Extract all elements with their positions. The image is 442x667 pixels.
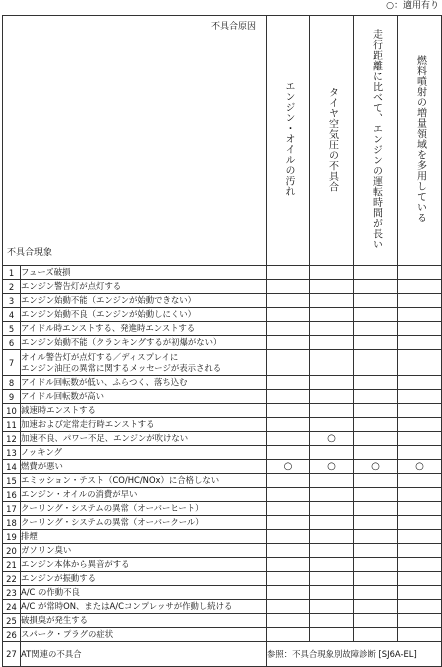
- row-number: 10: [3, 404, 21, 418]
- applicable-mark: ○: [267, 460, 310, 474]
- applicable-mark: [398, 336, 442, 350]
- row-number: 17: [3, 502, 21, 516]
- applicable-mark: [354, 266, 398, 280]
- applicable-mark: [267, 266, 310, 280]
- applicable-mark: [354, 446, 398, 460]
- applicable-mark: [398, 544, 442, 558]
- applicable-mark: [398, 614, 442, 628]
- applicable-mark: [354, 502, 398, 516]
- applicable-mark: [398, 308, 442, 322]
- legend-note: ○：適用有り: [386, 1, 439, 11]
- applicable-mark: [310, 586, 354, 600]
- table-row: [3, 572, 442, 586]
- symptom-cell: ガソリン臭い: [21, 544, 267, 558]
- cause-column-label: エンジン・オイルの汚れ: [283, 81, 294, 197]
- table-row: [3, 404, 442, 418]
- symptom-cell: 排煙: [21, 530, 267, 544]
- symptom-cell: エミッション・テスト（CO/HC/NOx）に合格しない: [21, 474, 267, 488]
- applicable-mark: [354, 628, 398, 642]
- row-number: 23: [3, 586, 21, 600]
- row-number: 8: [3, 376, 21, 390]
- table-row: [3, 336, 442, 350]
- applicable-mark: ○: [398, 460, 442, 474]
- applicable-mark: [310, 488, 354, 502]
- applicable-mark: [354, 558, 398, 572]
- table-row: [3, 628, 442, 642]
- applicable-mark: [310, 572, 354, 586]
- diagnosis-table: [2, 15, 442, 667]
- applicable-mark: [354, 390, 398, 404]
- table-row: [3, 446, 442, 460]
- applicable-mark: [354, 614, 398, 628]
- row-number: 14: [3, 460, 21, 474]
- applicable-mark: [310, 502, 354, 516]
- applicable-mark: [398, 572, 442, 586]
- cause-column-header: [398, 16, 442, 266]
- table-row: [3, 390, 442, 404]
- applicable-mark: [398, 488, 442, 502]
- applicable-mark: [267, 376, 310, 390]
- table-row: [3, 488, 442, 502]
- applicable-mark: [267, 586, 310, 600]
- applicable-mark: [354, 530, 398, 544]
- table-row: [3, 558, 442, 572]
- applicable-mark: [354, 418, 398, 432]
- cause-column-header: [354, 16, 398, 266]
- applicable-mark: [310, 322, 354, 336]
- row-number: 3: [3, 294, 21, 308]
- applicable-mark: [398, 322, 442, 336]
- row-number: 18: [3, 516, 21, 530]
- applicable-mark: [310, 294, 354, 308]
- symptom-cell: フューズ破損: [21, 266, 267, 280]
- row-number: 13: [3, 446, 21, 460]
- applicable-mark: [354, 404, 398, 418]
- applicable-mark: [354, 600, 398, 614]
- table-row: [3, 530, 442, 544]
- applicable-mark: [354, 322, 398, 336]
- row-number: 24: [3, 600, 21, 614]
- applicable-mark: [398, 266, 442, 280]
- applicable-mark: [398, 376, 442, 390]
- applicable-mark: [267, 558, 310, 572]
- applicable-mark: [310, 266, 354, 280]
- applicable-mark: [310, 390, 354, 404]
- cause-column-label: 走行距離に比べて、エンジンの運転時間が長い: [370, 28, 382, 250]
- applicable-mark: [398, 390, 442, 404]
- table-row: [3, 266, 442, 280]
- row-number: 6: [3, 336, 21, 350]
- table-row: [3, 350, 442, 376]
- row-number: 1: [3, 266, 21, 280]
- applicable-mark: [398, 628, 442, 642]
- applicable-mark: [398, 516, 442, 530]
- cause-title: 不具合原因: [210, 22, 256, 32]
- applicable-mark: [310, 308, 354, 322]
- symptom-cell: 減速時エンストする: [21, 404, 267, 418]
- applicable-mark: [310, 530, 354, 544]
- applicable-mark: [310, 350, 354, 376]
- row-number: 26: [3, 628, 21, 642]
- cause-column-label: 燃料噴射の増量領域を多用している: [414, 55, 426, 223]
- applicable-mark: [267, 390, 310, 404]
- symptom-cell: 燃費が悪い: [21, 460, 267, 474]
- applicable-mark: [267, 502, 310, 516]
- applicable-mark: [267, 350, 310, 376]
- cause-column-label: タイヤ空気圧の不具合: [326, 86, 338, 192]
- symptom-cell: スパーク・プラグの症状: [21, 628, 267, 642]
- applicable-mark: [310, 600, 354, 614]
- applicable-mark: [354, 572, 398, 586]
- applicable-mark: [267, 572, 310, 586]
- symptom-cell: エンジン始動不能（エンジンが始動できない）: [21, 294, 267, 308]
- applicable-mark: [398, 502, 442, 516]
- table-row: [3, 322, 442, 336]
- applicable-mark: [310, 404, 354, 418]
- applicable-mark: [354, 376, 398, 390]
- applicable-mark: [310, 474, 354, 488]
- applicable-mark: [267, 404, 310, 418]
- applicable-mark: [398, 418, 442, 432]
- applicable-mark: [354, 516, 398, 530]
- row-number: 7: [3, 350, 21, 376]
- table-row: [3, 474, 442, 488]
- symptom-cell: エンジン警告灯が点灯する: [21, 280, 267, 294]
- applicable-mark: [354, 294, 398, 308]
- applicable-mark: [267, 294, 310, 308]
- applicable-mark: [267, 544, 310, 558]
- symptom-cell: アイドル回転数が低い、ふらつく、落ち込む: [21, 376, 267, 390]
- symptom-cell: アイドル回転数が高い: [21, 390, 267, 404]
- symptom-line: オイル警告灯が点灯する／ディスプレイに: [21, 352, 179, 362]
- row-number: 9: [3, 390, 21, 404]
- applicable-mark: [398, 558, 442, 572]
- applicable-mark: [310, 336, 354, 350]
- applicable-mark: [398, 586, 442, 600]
- applicable-mark: [267, 308, 310, 322]
- symptom-cell: クーリング・システムの異常（オーバーヒート）: [21, 502, 267, 516]
- reference-cell: 参照：不具合現象別故障診断 [SJ6A-EL]: [267, 642, 442, 667]
- applicable-mark: [310, 614, 354, 628]
- table-row: [3, 516, 442, 530]
- table-row: [3, 502, 442, 516]
- applicable-mark: ○: [310, 460, 354, 474]
- row-number: 5: [3, 322, 21, 336]
- symptom-cell: アイドル時エンストする、発進時エンストする: [21, 322, 267, 336]
- applicable-mark: [310, 280, 354, 294]
- row-number: 16: [3, 488, 21, 502]
- symptom-cell: エンジン始動不能（クランキングするが初爆がない）: [21, 336, 267, 350]
- applicable-mark: [267, 600, 310, 614]
- row-number: 25: [3, 614, 21, 628]
- row-number: 4: [3, 308, 21, 322]
- applicable-mark: [267, 322, 310, 336]
- applicable-mark: [354, 280, 398, 294]
- row-number: 19: [3, 530, 21, 544]
- symptom-cell: ノッキング: [21, 446, 267, 460]
- applicable-mark: [267, 488, 310, 502]
- applicable-mark: [354, 474, 398, 488]
- table-row: [3, 308, 442, 322]
- applicable-mark: [398, 474, 442, 488]
- table-row: [3, 294, 442, 308]
- applicable-mark: ○: [310, 432, 354, 446]
- applicable-mark: [267, 516, 310, 530]
- applicable-mark: [354, 336, 398, 350]
- applicable-mark: [398, 404, 442, 418]
- applicable-mark: [267, 446, 310, 460]
- symptom-cell: [21, 350, 267, 376]
- applicable-mark: [398, 600, 442, 614]
- applicable-mark: [398, 432, 442, 446]
- applicable-mark: [310, 558, 354, 572]
- cause-column-header: [310, 16, 354, 266]
- applicable-mark: [354, 544, 398, 558]
- table-row: [3, 614, 442, 628]
- applicable-mark: [354, 308, 398, 322]
- symptom-cell: AT関連の不具合: [21, 642, 267, 667]
- applicable-mark: [267, 280, 310, 294]
- table-row: [3, 600, 442, 614]
- symptom-cell: 破損臭が発生する: [21, 614, 267, 628]
- applicable-mark: [310, 418, 354, 432]
- row-number: 11: [3, 418, 21, 432]
- applicable-mark: [310, 446, 354, 460]
- symptom-title: 不具合現象: [7, 248, 53, 258]
- applicable-mark: [267, 336, 310, 350]
- applicable-mark: [267, 614, 310, 628]
- symptom-line: エンジン油圧の異常に関するメッセージが表示される: [21, 362, 222, 373]
- applicable-mark: [354, 488, 398, 502]
- table-row: [3, 418, 442, 432]
- symptom-cell: エンジンが振動する: [21, 572, 267, 586]
- row-number: 21: [3, 558, 21, 572]
- row-number: 2: [3, 280, 21, 294]
- row-number: 22: [3, 572, 21, 586]
- applicable-mark: [398, 294, 442, 308]
- cause-column-header: [267, 16, 310, 266]
- symptom-cell: エンジン始動不良（エンジンが始動しにくい）: [21, 308, 267, 322]
- row-number: 15: [3, 474, 21, 488]
- applicable-mark: [398, 280, 442, 294]
- row-number: 27: [3, 642, 21, 667]
- applicable-mark: [354, 350, 398, 376]
- applicable-mark: [267, 474, 310, 488]
- applicable-mark: [310, 628, 354, 642]
- symptom-cell: 加速および定常走行時エンストする: [21, 418, 267, 432]
- symptom-cell: エンジン・オイルの消費が早い: [21, 488, 267, 502]
- applicable-mark: [398, 530, 442, 544]
- applicable-mark: [267, 530, 310, 544]
- table-row: [3, 460, 442, 474]
- table-row: [3, 544, 442, 558]
- table-row: [3, 642, 442, 667]
- applicable-mark: [267, 418, 310, 432]
- row-number: 20: [3, 544, 21, 558]
- symptom-cell: 加速不良、パワー不足、エンジンが吹けない: [21, 432, 267, 446]
- symptom-cell: エンジン本体から異音がする: [21, 558, 267, 572]
- table-row: [3, 432, 442, 446]
- applicable-mark: ○: [354, 460, 398, 474]
- applicable-mark: [354, 432, 398, 446]
- applicable-mark: [310, 376, 354, 390]
- table-row: [3, 376, 442, 390]
- applicable-mark: [310, 544, 354, 558]
- applicable-mark: [398, 446, 442, 460]
- header-corner-cell: [3, 16, 267, 266]
- symptom-cell: A/C が常時ON、またはA/Cコンプレッサが作動し続ける: [21, 600, 267, 614]
- symptom-cell: A/C の作動不良: [21, 586, 267, 600]
- applicable-mark: [267, 628, 310, 642]
- row-number: 12: [3, 432, 21, 446]
- applicable-mark: [398, 350, 442, 376]
- header-row: [3, 16, 442, 266]
- table-row: [3, 586, 442, 600]
- applicable-mark: [267, 432, 310, 446]
- symptom-cell: クーリング・システムの異常（オーバークール）: [21, 516, 267, 530]
- table-row: [3, 280, 442, 294]
- applicable-mark: [310, 516, 354, 530]
- applicable-mark: [354, 586, 398, 600]
